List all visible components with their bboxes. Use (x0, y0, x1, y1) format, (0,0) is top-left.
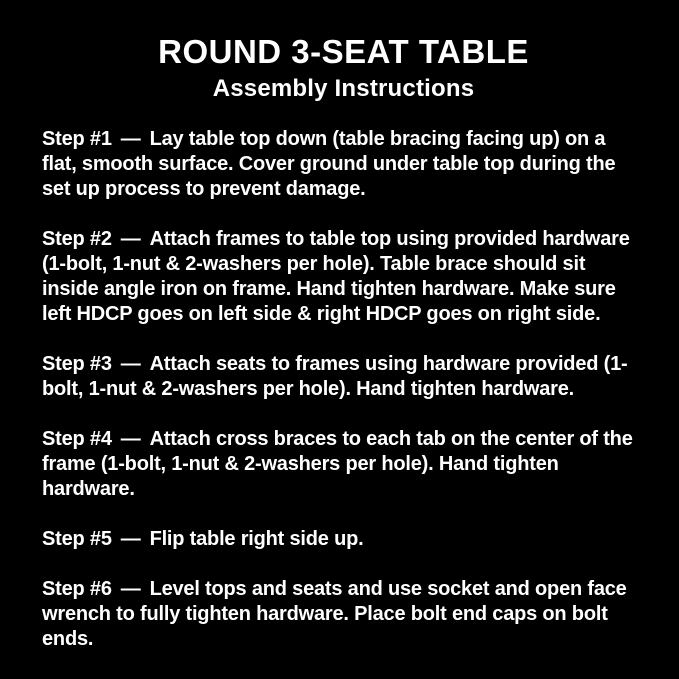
step-3 (42, 352, 645, 402)
step-6-text: Level tops and seats and use socket and open face wrench to fully tighten hardware. Place bolt end caps on bolt ends. (42, 577, 627, 650)
step-4 (42, 427, 645, 502)
step-2-label: Step #2 (42, 227, 112, 250)
step-6-separator: — (120, 577, 141, 600)
steps-list (42, 127, 645, 652)
step-2-separator: — (120, 227, 141, 250)
step-3-label: Step #3 (42, 352, 112, 375)
page-subtitle: Assembly Instructions (212, 75, 475, 103)
step-2 (42, 227, 645, 327)
step-3-text: Attach seats to frames using hardware provided (1-bolt, 1-nut & 2-washers per hole). Hand tighten hardware. (42, 352, 628, 400)
step-5-separator: — (120, 527, 141, 550)
step-1-text: Lay table top down (table bracing facing up) on a flat, smooth surface. Cover ground under table top during the set up process to prevent damage. (42, 127, 616, 200)
step-3-separator: — (120, 352, 141, 375)
step-1 (42, 127, 645, 202)
page-title: ROUND 3-SEAT TABLE (158, 33, 529, 70)
step-2-text: Attach frames to table top using provided hardware (1-bolt, 1-nut & 2-washers per hole). Table brace should sit inside angle iron on frame. Hand tighten hardware. Make sure left HDCP goes on left side & right HDCP goes on right side. (42, 227, 630, 325)
step-5-label: Step #5 (42, 527, 112, 550)
step-4-separator: — (120, 427, 141, 450)
step-1-separator: — (120, 127, 141, 150)
header (42, 34, 645, 103)
step-6 (42, 577, 645, 652)
step-4-text: Attach cross braces to each tab on the center of the frame (1-bolt, 1-nut & 2-washers per hole). Hand tighten hardware. (42, 427, 633, 500)
step-6-label: Step #6 (42, 577, 112, 600)
step-5-text: Flip table right side up. (149, 527, 364, 550)
step-1-label: Step #1 (42, 127, 112, 150)
step-5 (42, 527, 645, 552)
step-4-label: Step #4 (42, 427, 112, 450)
